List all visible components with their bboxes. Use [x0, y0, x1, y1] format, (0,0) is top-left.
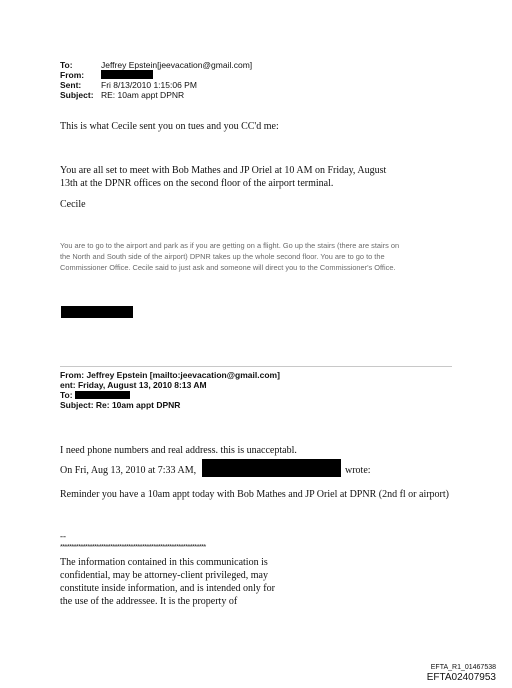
redaction-sender	[202, 459, 341, 477]
document-id-2: EFTA02407953	[426, 672, 496, 683]
signature-dashes: --	[60, 531, 66, 541]
stars-divider: ****************************************************************	[60, 542, 206, 551]
redaction-to-2	[75, 391, 130, 399]
directions-line: You are to go to the airport and park as if you are getting on a flight. Go up the stairs (there are stairs on	[60, 241, 400, 250]
disclaimer-line: the use of the addressee. It is the property of	[60, 596, 238, 607]
quote-line: You are all set to meet with Bob Mathes and JP Oriel at 10 AM on Friday, August	[60, 165, 387, 176]
quote-header-suffix: wrote:	[345, 465, 371, 476]
document-id-1: EFTA_R1_01467538	[430, 664, 496, 671]
from-label: From:	[60, 70, 85, 80]
subject-line-2	[60, 400, 380, 410]
disclaimer	[60, 556, 320, 608]
directions-line: Commissioner Office. Cecile said to just ask and someone will direct you to the Commissioner's Office.	[60, 263, 396, 272]
reminder-line: Reminder you have a 10am appt today with Bob Mathes and JP Oriel at DPNR (2nd fl or airport)	[60, 489, 449, 500]
to-label-2: To:	[60, 390, 73, 400]
directions-paragraph	[60, 240, 490, 273]
directions-line: the North and South side of the airport) DPNR takes up the whole second floor. You are to go to the	[60, 252, 385, 261]
signature: Cecile	[60, 199, 86, 210]
sent-line-text: ent: Friday, August 13, 2010 8:13 AM	[60, 380, 207, 390]
disclaimer-line: constitute inside information, and is intended only for	[60, 583, 275, 594]
redaction-from-1	[101, 70, 153, 79]
redaction-block-1	[61, 306, 133, 318]
disclaimer-line: confidential, may be attorney-client privileged, may	[60, 570, 268, 581]
to-row	[60, 60, 360, 70]
subject-row	[60, 90, 360, 100]
subject-label: Subject:	[60, 90, 94, 100]
email-header-1	[60, 60, 360, 100]
sent-row	[60, 80, 360, 90]
separator-line	[60, 366, 452, 367]
disclaimer-line: The information contained in this communication is	[60, 557, 268, 568]
from-line-2	[60, 370, 380, 380]
quoted-message	[60, 164, 480, 190]
to-label: To:	[60, 60, 73, 70]
quote-line: 13th at the DPNR offices on the second floor of the airport terminal.	[60, 178, 334, 189]
subject-line-text: Subject: Re: 10am appt DPNR	[60, 400, 181, 410]
reply-line: I need phone numbers and real address. this is unacceptabl.	[60, 445, 297, 456]
sent-label: Sent:	[60, 80, 82, 90]
sent-line-2	[60, 380, 380, 390]
from-line-text: From: Jeffrey Epstein [mailto:jeevacation@gmail.com]	[60, 370, 280, 380]
to-value: Jeffrey Epstein[jeevacation@gmail.com]	[101, 60, 253, 70]
intro-text: This is what Cecile sent you on tues and you CC'd me:	[60, 121, 279, 132]
subject-value: RE: 10am appt DPNR	[101, 90, 185, 100]
sent-value: Fri 8/13/2010 1:15:06 PM	[101, 80, 197, 90]
quote-header-prefix: On Fri, Aug 13, 2010 at 7:33 AM,	[60, 465, 197, 476]
email-header-2	[60, 370, 380, 410]
